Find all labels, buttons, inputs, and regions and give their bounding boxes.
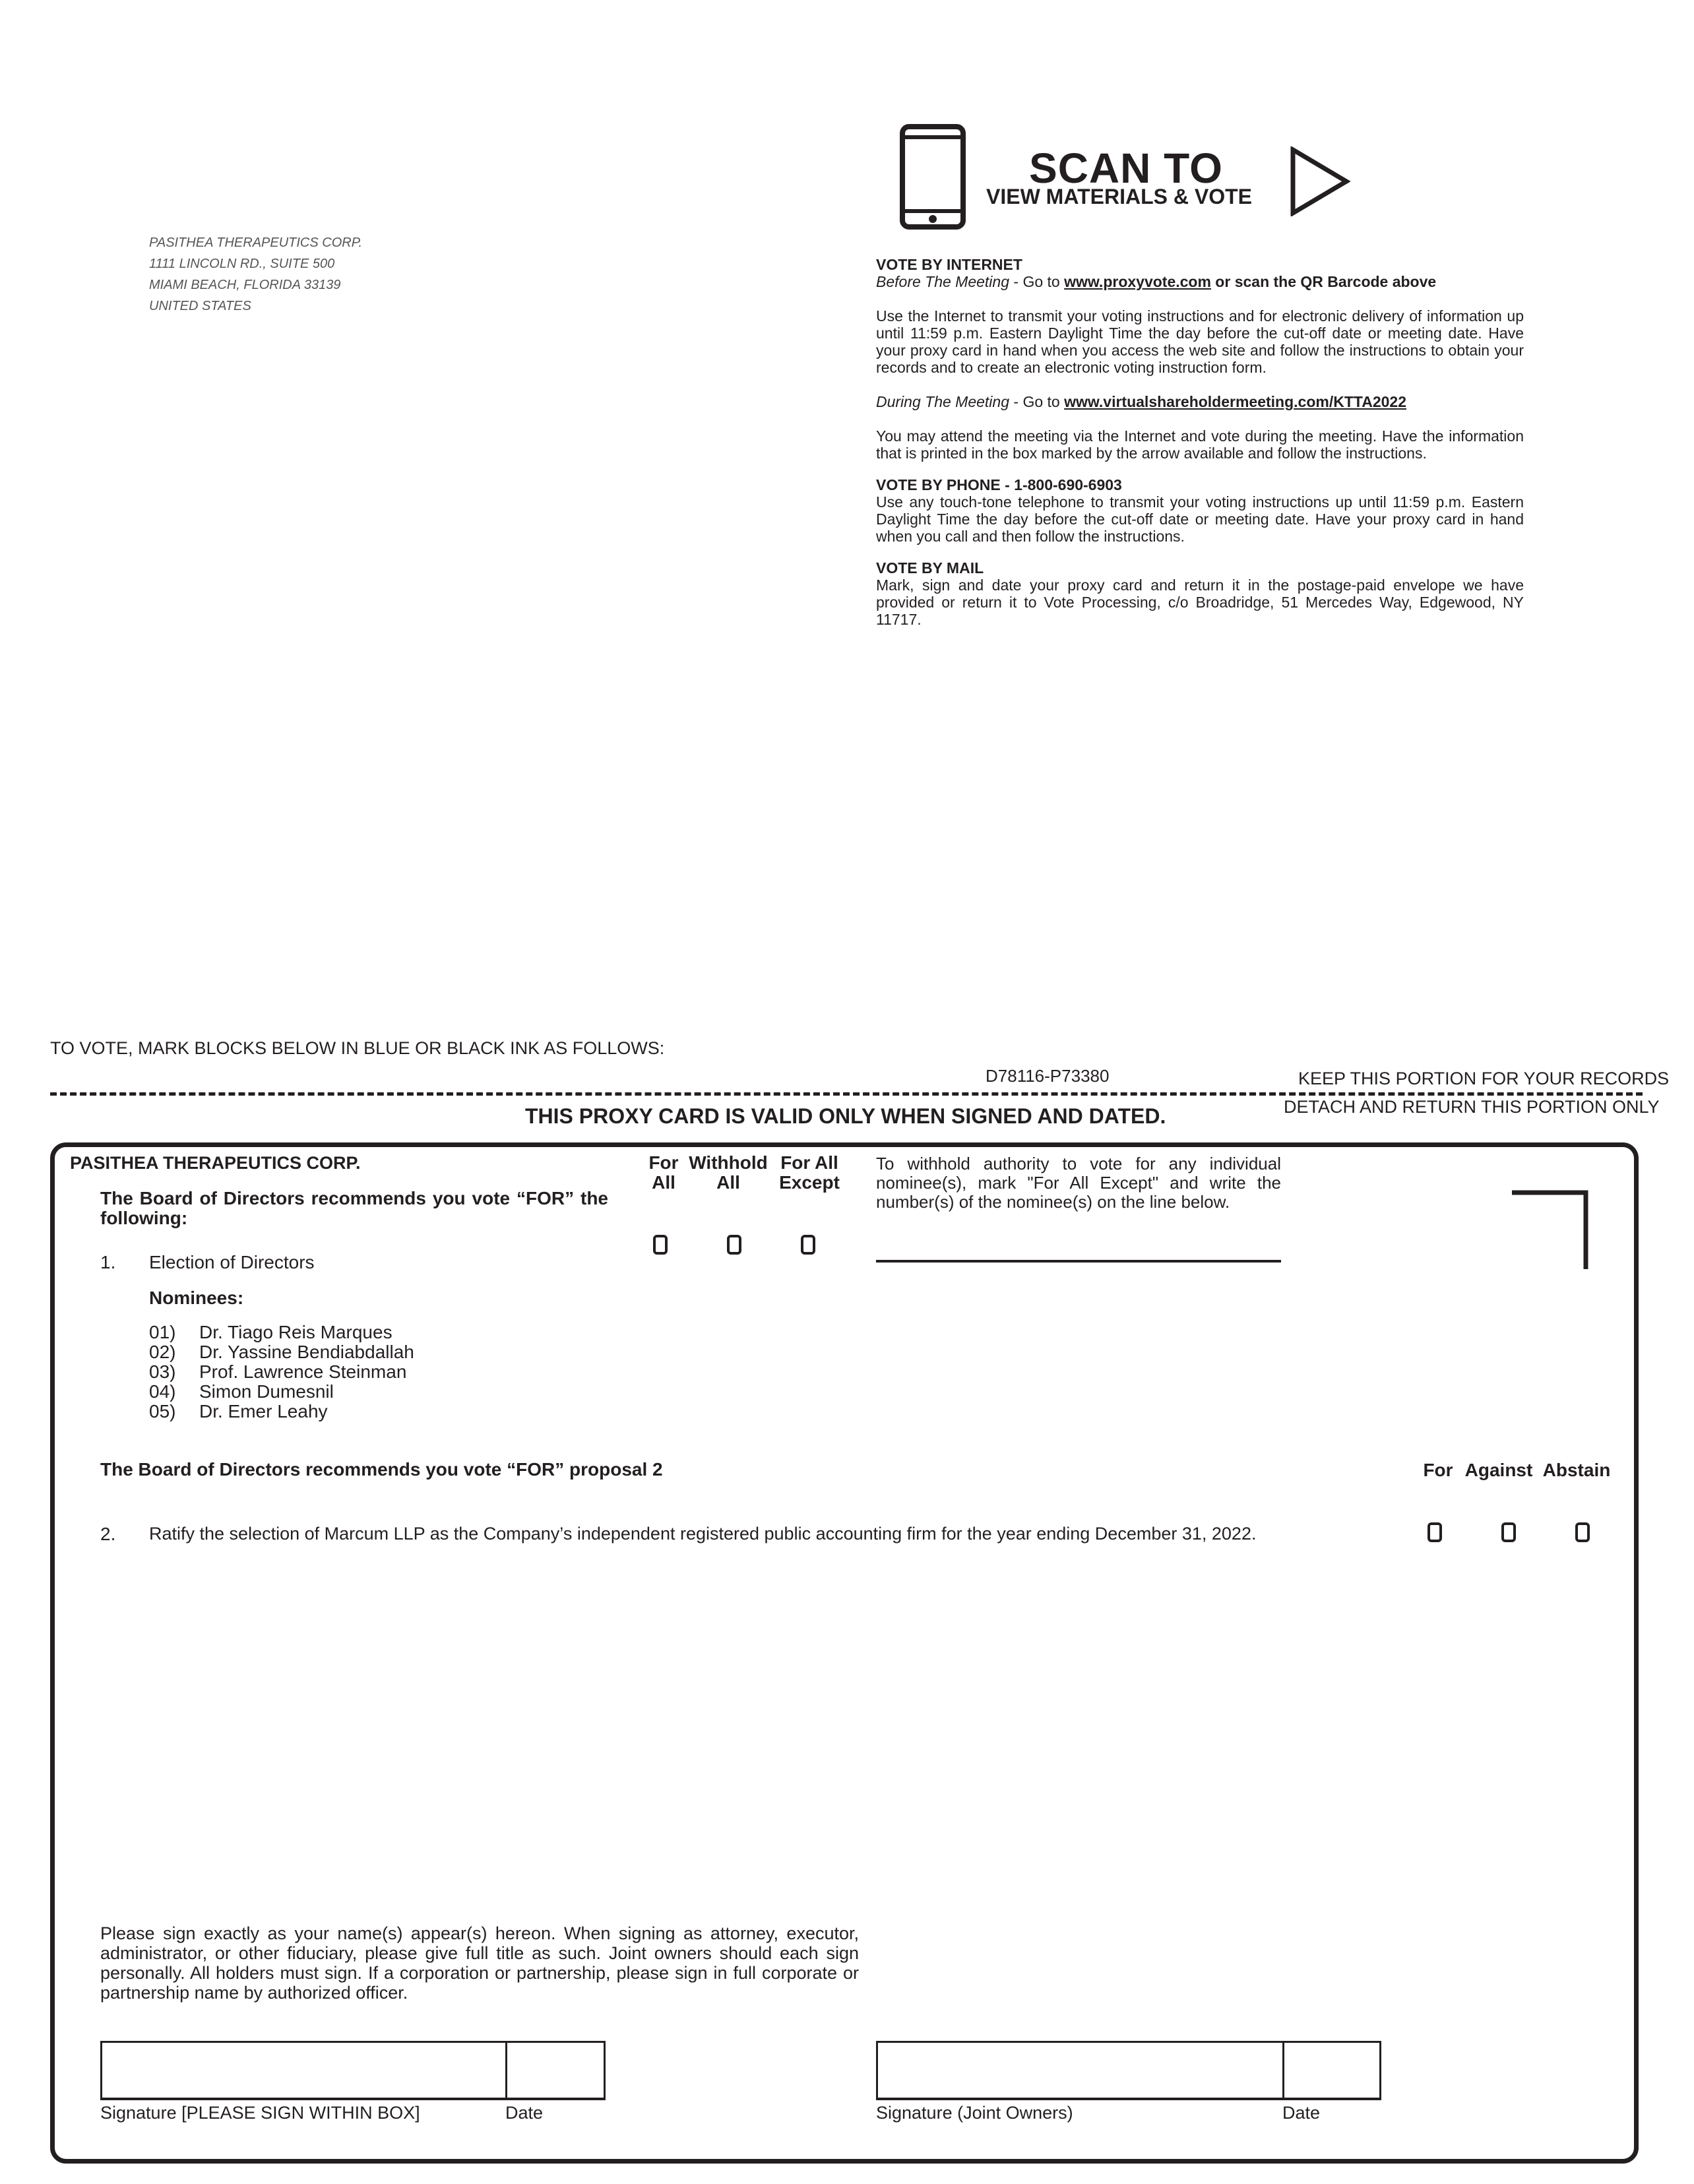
vote-box-against[interactable] xyxy=(1501,1522,1516,1542)
signature-box[interactable] xyxy=(100,2041,606,2100)
during-goto: - Go to xyxy=(1009,393,1065,410)
scan-title: SCAN TO xyxy=(1029,144,1223,192)
during-meeting-line xyxy=(876,393,1524,410)
during-body: You may attend the meeting via the Internet and vote during the meeting. Have the information that is printed in the box marked by the arrow available and follow the instructions. xyxy=(876,427,1524,462)
column-against: Against xyxy=(1464,1460,1533,1480)
item-1-number: 1. xyxy=(100,1252,116,1272)
nominee-01-number: 01) xyxy=(149,1322,176,1342)
vote-box-for-all-except[interactable] xyxy=(801,1235,815,1255)
item-1-text: Election of Directors xyxy=(149,1252,315,1272)
nominee-04-name: Simon Dumesnil xyxy=(199,1381,334,1402)
virtual-meeting-link[interactable]: www.virtualshareholdermeeting.com/KTTA2022 xyxy=(1064,393,1407,410)
nominee-04-number: 04) xyxy=(149,1381,176,1402)
column-for-all-except-line2: Except xyxy=(779,1172,840,1193)
column-for-all-line1: For xyxy=(648,1152,679,1173)
column-withhold-all xyxy=(683,1153,773,1193)
nominee-01-name: Dr. Tiago Reis Marques xyxy=(199,1322,392,1342)
smartphone-icon xyxy=(900,124,966,230)
address-line-2: 1111 LINCOLN RD., SUITE 500 xyxy=(149,257,335,271)
play-arrow-icon xyxy=(1290,146,1350,216)
item-2-number: 2. xyxy=(100,1524,116,1544)
column-for: For xyxy=(1423,1460,1453,1480)
column-abstain: Abstain xyxy=(1542,1460,1611,1480)
internet-heading: VOTE BY INTERNET xyxy=(876,256,1022,273)
proxyvote-link[interactable]: www.proxyvote.com xyxy=(1064,273,1211,290)
joint-signature-label: Signature (Joint Owners) xyxy=(876,2103,1073,2123)
control-code: D78116-P73380 xyxy=(986,1066,1110,1086)
before-meeting-line xyxy=(876,273,1524,290)
signature-date-divider xyxy=(505,2041,507,2100)
voting-instructions xyxy=(876,256,1524,628)
vote-box-for-all[interactable] xyxy=(653,1235,668,1255)
board-recommendation-2: The Board of Directors recommends you vote “FOR” proposal 2 xyxy=(100,1459,663,1480)
address-line-3: MIAMI BEACH, FLORIDA 33139 xyxy=(149,278,341,292)
column-withhold-all-line2: All xyxy=(716,1172,740,1193)
column-for-all-except-line1: For All xyxy=(780,1152,838,1173)
signature-baseline xyxy=(100,2098,606,2100)
withhold-nominee-line[interactable] xyxy=(876,1260,1281,1263)
vote-box-withhold-all[interactable] xyxy=(727,1235,741,1255)
nominee-05-name: Dr. Emer Leahy xyxy=(199,1401,328,1421)
detach-cut-line xyxy=(50,1092,1643,1096)
valid-notice: THIS PROXY CARD IS VALID ONLY WHEN SIGNED AND DATED. xyxy=(525,1104,1166,1128)
joint-signature-box[interactable] xyxy=(876,2041,1381,2100)
address-line-4: UNITED STATES xyxy=(149,299,251,313)
vote-box-for[interactable] xyxy=(1427,1522,1442,1542)
column-for-all-line2: All xyxy=(652,1172,675,1193)
scan-subtitle: VIEW MATERIALS & VOTE xyxy=(986,185,1252,208)
signing-instructions: Please sign exactly as your name(s) appear(s) hereon. When signing as attorney, executor, administrator, or other fiduciary, please give full title as such. Joint owners should each sign personally. All holders must sign. If a corporation or partnership, please sign in full corporate or partnership name by authorized officer. xyxy=(100,1923,859,2003)
mail-heading: VOTE BY MAIL xyxy=(876,559,984,577)
nominee-03-name: Prof. Lawrence Steinman xyxy=(199,1361,407,1382)
nominee-05-number: 05) xyxy=(149,1401,176,1421)
corner-marker-icon xyxy=(1512,1190,1588,1269)
nominees-heading: Nominees: xyxy=(149,1288,244,1308)
signature-label: Signature [PLEASE SIGN WITHIN BOX] xyxy=(100,2103,420,2123)
phone-heading: VOTE BY PHONE - 1-800-690-6903 xyxy=(876,476,1122,493)
before-tail: or scan the QR Barcode above xyxy=(1210,273,1437,290)
nominee-02-name: Dr. Yassine Bendiabdallah xyxy=(199,1342,414,1362)
column-for-all xyxy=(644,1153,683,1193)
card-company-name: PASITHEA THERAPEUTICS CORP. xyxy=(70,1153,361,1173)
before-goto: - Go to xyxy=(1009,273,1065,290)
nominee-03-number: 03) xyxy=(149,1361,176,1382)
joint-signature-baseline xyxy=(876,2098,1381,2100)
board-recommendation-1: The Board of Directors recommends you vote “FOR” the following: xyxy=(100,1188,608,1228)
during-meeting-label: During The Meeting xyxy=(876,393,1009,410)
nominee-02-number: 02) xyxy=(149,1342,176,1362)
mark-instructions: TO VOTE, MARK BLOCKS BELOW IN BLUE OR BLACK INK AS FOLLOWS: xyxy=(50,1038,665,1058)
vote-box-abstain[interactable] xyxy=(1575,1522,1590,1542)
phone-body: Use any touch-tone telephone to transmit your voting instructions up until 11:59 p.m. Eastern Daylight Time the day before the cut-off date or meeting date. Have your proxy card in hand when you call and then follow the instructions. xyxy=(876,493,1524,545)
column-withhold-all-line1: Withhold xyxy=(689,1152,768,1173)
mail-body: Mark, sign and date your proxy card and return it in the postage-paid envelope we have provided or return it to Vote Processing, c/o Broadridge, 51 Mercedes Way, Edgewood, NY 11717. xyxy=(876,577,1524,628)
address-line-1: PASITHEA THERAPEUTICS CORP. xyxy=(149,235,363,250)
return-address xyxy=(149,232,362,317)
detach-return-label: DETACH AND RETURN THIS PORTION ONLY xyxy=(1284,1097,1660,1117)
column-for-all-except xyxy=(774,1153,844,1193)
date-label: Date xyxy=(505,2103,544,2123)
joint-signature-date-divider xyxy=(1282,2041,1284,2100)
withhold-instructions: To withhold authority to vote for any individual nominee(s), mark "For All Except" and write the number(s) of the nominee(s) on the line below. xyxy=(876,1154,1281,1212)
internet-body: Use the Internet to transmit your voting instructions and for electronic delivery of information up until 11:59 p.m. Eastern Daylight Time the day before the cut-off date or meeting date. Have your proxy card in hand when you access the web site and follow the instructions to obtain your records and to create an electronic voting instruction form. xyxy=(876,307,1524,376)
item-2-text: Ratify the selection of Marcum LLP as the Company’s independent registered public accounting firm for the year ending December 31, 2022. xyxy=(149,1524,1257,1544)
keep-portion-label: KEEP THIS PORTION FOR YOUR RECORDS xyxy=(1298,1069,1670,1088)
proxy-card xyxy=(50,1142,1639,2164)
before-meeting-label: Before The Meeting xyxy=(876,273,1010,290)
joint-date-label: Date xyxy=(1282,2103,1321,2123)
